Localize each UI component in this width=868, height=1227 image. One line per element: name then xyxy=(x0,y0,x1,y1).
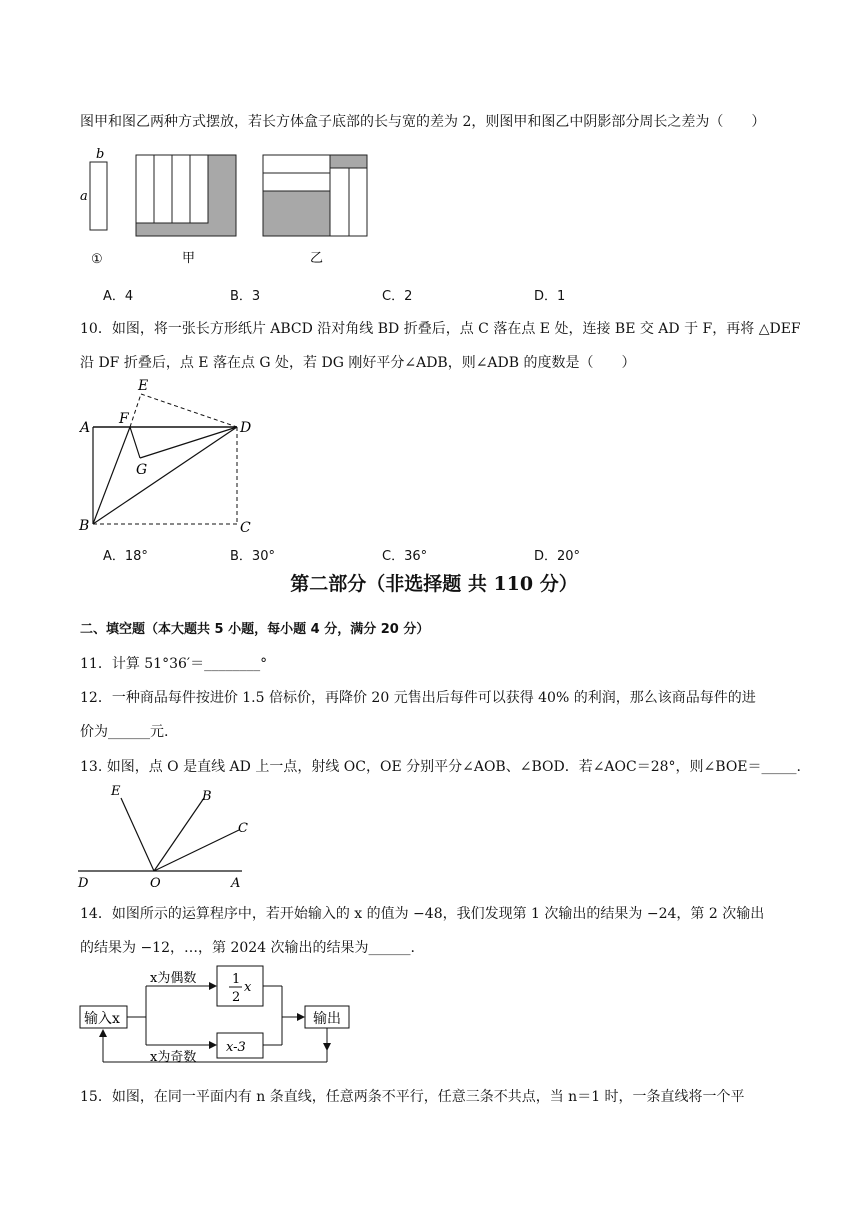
q13-line1: 13. 如图，点 O 是直线 AD 上一点，射线 OC，OE 分别平分∠AOB、∠BOD．若∠AOC＝28°，则∠BOE＝_____. xyxy=(80,759,801,775)
box-side-rect xyxy=(90,162,107,230)
label-E: E xyxy=(111,784,121,799)
label-C: C xyxy=(238,821,248,836)
fig-caption-jia: 甲 xyxy=(182,251,196,266)
flow-output-label: 输出 xyxy=(313,1011,341,1027)
flow-half-den: 2 xyxy=(232,990,241,1005)
fig-caption-yi: 乙 xyxy=(310,251,324,266)
q10-option-a: A．18° xyxy=(103,549,148,564)
q9-figure xyxy=(74,142,384,270)
flow-half-num: 1 xyxy=(232,972,241,987)
q9-option-b: B．3 xyxy=(230,289,261,304)
q11: 11．计算 51°36′＝________° xyxy=(80,656,268,672)
q10-line1: 10．如图，将一张长方形纸片 ABCD 沿对角线 BD 折叠后，点 C 落在点 E 处，连接 BE 交 AD 于 F，再将 △DEF xyxy=(80,321,801,337)
section2-heading: 二、填空题（本大题共 5 小题，每小题 4 分，满分 20 分） xyxy=(80,622,430,637)
part2-title: 第二部分（非选择题 共 110 分） xyxy=(290,573,578,595)
label-A: A xyxy=(231,876,241,890)
label-O: O xyxy=(150,876,161,890)
q9-option-d: D．1 xyxy=(534,289,566,304)
label-B: B xyxy=(202,789,212,804)
q10-figure xyxy=(74,374,264,540)
label-D: D xyxy=(240,420,252,436)
q9-stem: 图甲和图乙两种方式摆放，若长方体盒子底部的长与宽的差为 2，则图甲和图乙中阴影部分周长之差为（ ） xyxy=(80,114,766,130)
q12-line2: 价为______元. xyxy=(80,724,169,740)
label-E: E xyxy=(138,378,149,394)
q10-line2: 沿 DF 折叠后，点 E 落在点 G 处，若 DG 刚好平分∠ADB，则∠ADB 的度数是（ ） xyxy=(80,355,636,371)
q9-option-a: A．4 xyxy=(103,289,134,304)
label-B: B xyxy=(79,518,90,534)
q10-option-c: C．36° xyxy=(382,549,428,564)
flow-odd-label: x为奇数 xyxy=(150,1050,197,1065)
q10-option-b: B．30° xyxy=(230,549,275,564)
fig-label-a: a xyxy=(80,189,88,204)
flow-minus-label: x-3 xyxy=(226,1040,246,1055)
label-A: A xyxy=(80,420,91,436)
q14-flowchart xyxy=(74,960,364,1070)
q14-line1: 14．如图所示的运算程序中，若开始输入的 x 的值为 −48，我们发现第 1 次输出的结果为 −24，第 2 次输出 xyxy=(80,906,765,922)
fig-label-b: b xyxy=(96,147,105,162)
fig-caption-1: ① xyxy=(91,252,103,267)
q9-option-c: C．2 xyxy=(382,289,413,304)
q14-line2: 的结果为 −12，…，第 2024 次输出的结果为______. xyxy=(80,940,415,956)
label-G: G xyxy=(136,462,148,478)
label-C: C xyxy=(240,520,251,536)
label-D: D xyxy=(78,876,89,890)
q10-option-d: D．20° xyxy=(534,549,581,564)
q15-line1: 15．如图，在同一平面内有 n 条直线，任意两条不平行，任意三条不共点，当 n＝1 时，一条直线将一个平 xyxy=(80,1089,745,1105)
flow-input-label: 输入x xyxy=(84,1011,120,1027)
flow-half-var: x xyxy=(244,980,252,995)
q13-figure xyxy=(74,778,254,890)
q12-line1: 12．一种商品每件按进价 1.5 倍标价，再降价 20 元售出后每件可以获得 40% 的利润，那么该商品每件的进 xyxy=(80,690,756,706)
label-F: F xyxy=(119,411,129,427)
flow-even-label: x为偶数 xyxy=(150,971,197,986)
